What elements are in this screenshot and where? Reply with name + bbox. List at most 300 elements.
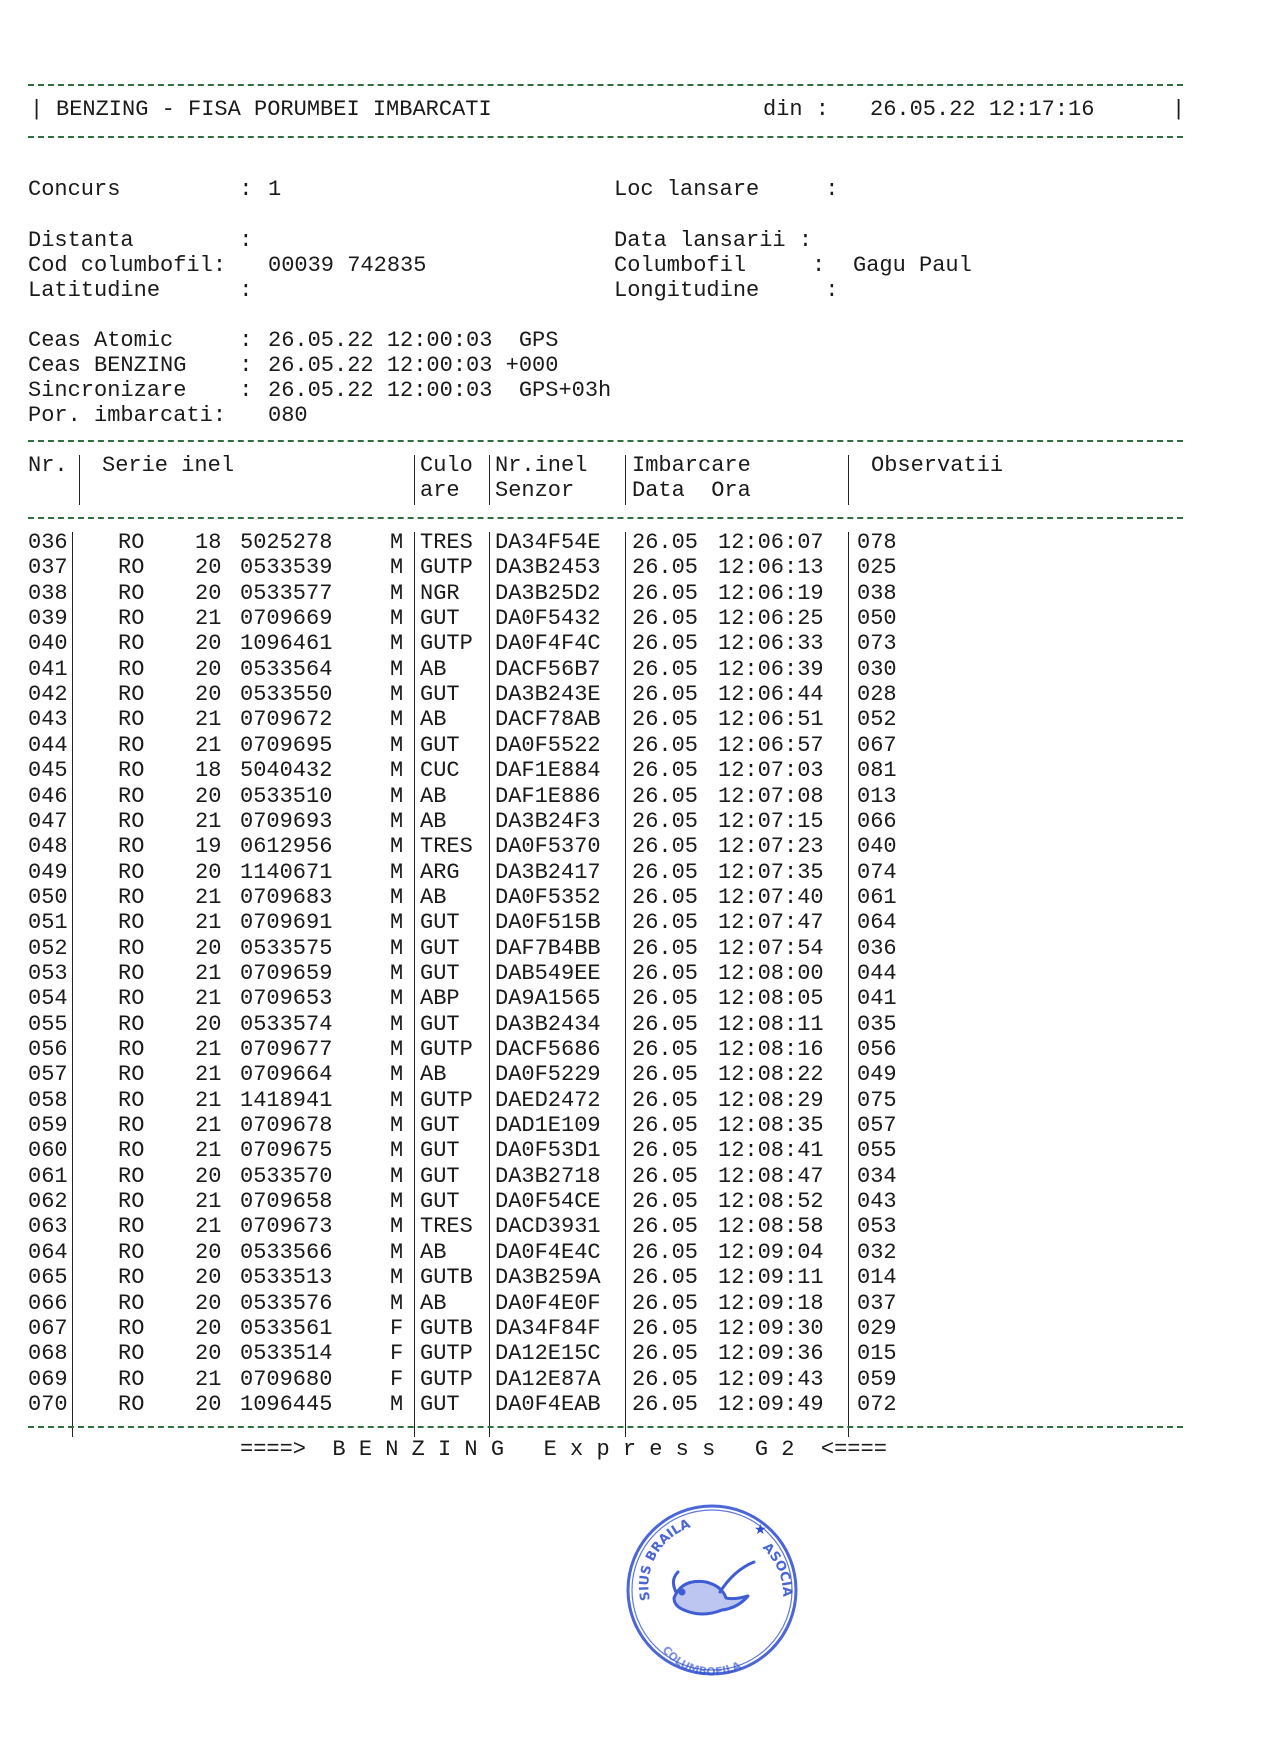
cell-time: 12:08:47 xyxy=(718,1163,824,1189)
cell-observatii: 066 xyxy=(857,808,897,834)
cell-color: GUT xyxy=(420,1138,460,1164)
cell-year: 21 xyxy=(195,606,222,632)
cell-color: GUT xyxy=(420,1189,460,1215)
cell-year: 20 xyxy=(195,682,222,708)
cell-ring-number: 0709669 xyxy=(240,606,333,632)
porumbei-imbarcati-label: Por. imbarcati: xyxy=(28,403,227,428)
cell-observatii: 078 xyxy=(857,530,897,555)
cell-observatii: 013 xyxy=(857,783,897,809)
cell-sex: M xyxy=(390,656,404,682)
cell-date: 26.05 xyxy=(632,986,699,1012)
cell-sensor-ring: DA0F54CE xyxy=(495,1189,601,1215)
cell-nr: 037 xyxy=(28,555,68,581)
svg-text:COLUMBOFILA xyxy=(660,1644,744,1679)
cell-observatii: 043 xyxy=(857,1189,897,1215)
cell-date: 26.05 xyxy=(632,732,699,758)
cell-date: 26.05 xyxy=(632,758,699,784)
col-header-nr-inel: Nr.inel xyxy=(495,453,588,478)
column-divider xyxy=(414,532,415,1437)
table-row xyxy=(0,834,1276,859)
cell-sensor-ring: DA12E15C xyxy=(495,1341,601,1367)
cell-year: 18 xyxy=(195,758,222,784)
cell-ring-number: 1096445 xyxy=(240,1391,333,1417)
cell-observatii: 035 xyxy=(857,1011,897,1037)
cell-country: RO xyxy=(118,1163,145,1189)
cell-color: GUTP xyxy=(420,1087,473,1113)
table-row xyxy=(0,1265,1276,1290)
table-header-dashed-rule xyxy=(28,517,1183,519)
cell-nr: 050 xyxy=(28,884,68,910)
table-row xyxy=(0,1392,1276,1417)
table-row xyxy=(0,758,1276,783)
table-bottom-dashed-rule xyxy=(28,1426,1183,1428)
cell-date: 26.05 xyxy=(632,1391,699,1417)
cell-ring-number: 0533539 xyxy=(240,555,333,581)
cell-year: 20 xyxy=(195,555,222,581)
svg-text:★: ★ xyxy=(754,1522,767,1538)
col-header-culoare-2: are xyxy=(420,478,460,503)
cell-observatii: 029 xyxy=(857,1315,897,1341)
header-right-border: | xyxy=(1172,97,1186,122)
cell-observatii: 064 xyxy=(857,910,897,936)
ceas-benzing-label: Ceas BENZING : xyxy=(28,353,253,378)
cell-date: 26.05 xyxy=(632,960,699,986)
cell-sensor-ring: DAF7B4BB xyxy=(495,935,601,961)
table-row xyxy=(0,1189,1276,1214)
cell-sensor-ring: DACD3931 xyxy=(495,1214,601,1240)
table-row xyxy=(0,961,1276,986)
cell-color: GUT xyxy=(420,960,460,986)
cell-color: ARG xyxy=(420,859,460,885)
cell-date: 26.05 xyxy=(632,555,699,581)
cell-date: 26.05 xyxy=(632,1087,699,1113)
cell-sex: M xyxy=(390,530,404,555)
data-lansarii-label: Data lansarii : xyxy=(614,228,813,253)
cell-nr: 048 xyxy=(28,834,68,860)
cell-country: RO xyxy=(118,555,145,581)
header-divider xyxy=(848,455,849,505)
cell-year: 21 xyxy=(195,732,222,758)
cell-observatii: 056 xyxy=(857,1037,897,1062)
col-header-data-ora: Data Ora xyxy=(632,478,751,503)
table-row xyxy=(0,1214,1276,1239)
table-row xyxy=(0,1164,1276,1189)
cell-time: 12:08:05 xyxy=(718,986,824,1012)
col-header-imbarcare: Imbarcare xyxy=(632,453,751,478)
cell-sex: M xyxy=(390,935,404,961)
cell-observatii: 028 xyxy=(857,682,897,708)
footer-banner: ====> B E N Z I N G E x p r e s s G 2 <==== xyxy=(240,1437,887,1462)
cell-country: RO xyxy=(118,1189,145,1215)
cell-date: 26.05 xyxy=(632,1315,699,1341)
cell-sensor-ring: DA12E87A xyxy=(495,1366,601,1392)
cell-year: 21 xyxy=(195,1214,222,1240)
cell-year: 21 xyxy=(195,1113,222,1139)
cell-nr: 051 xyxy=(28,910,68,936)
cell-ring-number: 0709680 xyxy=(240,1366,333,1392)
cell-ring-number: 0709683 xyxy=(240,884,333,910)
cell-year: 18 xyxy=(195,530,222,555)
cell-date: 26.05 xyxy=(632,1138,699,1164)
cell-sensor-ring: DA3B2718 xyxy=(495,1163,601,1189)
cell-color: TRES xyxy=(420,530,473,555)
cell-year: 21 xyxy=(195,960,222,986)
cell-ring-number: 0709677 xyxy=(240,1037,333,1062)
cell-year: 21 xyxy=(195,910,222,936)
cell-observatii: 049 xyxy=(857,1062,897,1088)
cell-nr: 066 xyxy=(28,1290,68,1316)
cell-time: 12:07:03 xyxy=(718,758,824,784)
cell-nr: 044 xyxy=(28,732,68,758)
cell-date: 26.05 xyxy=(632,859,699,885)
cell-time: 12:09:43 xyxy=(718,1366,824,1392)
cell-sensor-ring: DA3B25D2 xyxy=(495,580,601,606)
cell-date: 26.05 xyxy=(632,606,699,632)
cell-observatii: 036 xyxy=(857,935,897,961)
cell-sex: M xyxy=(390,783,404,809)
cell-country: RO xyxy=(118,732,145,758)
cell-time: 12:07:40 xyxy=(718,884,824,910)
cell-nr: 063 xyxy=(28,1214,68,1240)
cell-sex: M xyxy=(390,834,404,860)
cell-sensor-ring: DA0F4EAB xyxy=(495,1391,601,1417)
cell-year: 19 xyxy=(195,834,222,860)
cell-nr: 062 xyxy=(28,1189,68,1215)
cell-sensor-ring: DA0F5229 xyxy=(495,1062,601,1088)
cell-year: 20 xyxy=(195,783,222,809)
cell-sex: M xyxy=(390,707,404,733)
cell-observatii: 057 xyxy=(857,1113,897,1139)
cell-ring-number: 0533576 xyxy=(240,1290,333,1316)
cell-sensor-ring: DA0F515B xyxy=(495,910,601,936)
cell-country: RO xyxy=(118,834,145,860)
cell-country: RO xyxy=(118,808,145,834)
cell-color: GUTP xyxy=(420,1341,473,1367)
table-row xyxy=(0,1341,1276,1366)
header-divider xyxy=(489,455,490,505)
date-label: din : xyxy=(763,97,830,122)
cell-sensor-ring: DA3B2453 xyxy=(495,555,601,581)
stamp-text-top: SIUS BRAILA xyxy=(637,1516,693,1602)
cell-sensor-ring: DACF56B7 xyxy=(495,656,601,682)
cell-year: 20 xyxy=(195,1265,222,1291)
sincronizare-value: 26.05.22 12:00:03 GPS+03h xyxy=(268,378,612,403)
date-value: 26.05.22 12:17:16 xyxy=(870,97,1095,122)
cell-date: 26.05 xyxy=(632,682,699,708)
cell-sex: M xyxy=(390,1290,404,1316)
cell-color: GUT xyxy=(420,682,460,708)
cell-year: 21 xyxy=(195,1087,222,1113)
ceas-benzing-value: 26.05.22 12:00:03 +000 xyxy=(268,353,559,378)
page-title: BENZING - FISA PORUMBEI IMBARCATI xyxy=(56,97,492,122)
table-row xyxy=(0,910,1276,935)
cell-sex: M xyxy=(390,1265,404,1291)
header-left-border: | xyxy=(30,97,44,122)
cell-date: 26.05 xyxy=(632,656,699,682)
cell-time: 12:08:52 xyxy=(718,1189,824,1215)
cell-date: 26.05 xyxy=(632,1037,699,1062)
table-row xyxy=(0,936,1276,961)
column-divider xyxy=(625,532,626,1437)
cell-sex: M xyxy=(390,631,404,657)
table-row xyxy=(0,1367,1276,1392)
cell-time: 12:06:51 xyxy=(718,707,824,733)
cell-year: 21 xyxy=(195,1062,222,1088)
cell-sex: M xyxy=(390,580,404,606)
cell-sensor-ring: DA0F4E4C xyxy=(495,1239,601,1265)
cell-year: 20 xyxy=(195,1341,222,1367)
cell-time: 12:09:04 xyxy=(718,1239,824,1265)
cell-nr: 055 xyxy=(28,1011,68,1037)
cell-nr: 069 xyxy=(28,1366,68,1392)
cell-ring-number: 0533577 xyxy=(240,580,333,606)
cell-color: GUT xyxy=(420,1011,460,1037)
cell-sensor-ring: DAB549EE xyxy=(495,960,601,986)
cell-year: 21 xyxy=(195,1189,222,1215)
cell-year: 20 xyxy=(195,580,222,606)
cell-time: 12:07:08 xyxy=(718,783,824,809)
cell-observatii: 040 xyxy=(857,834,897,860)
cell-time: 12:08:41 xyxy=(718,1138,824,1164)
association-stamp xyxy=(622,1500,802,1680)
cell-nr: 039 xyxy=(28,606,68,632)
cell-observatii: 014 xyxy=(857,1265,897,1291)
cell-observatii: 030 xyxy=(857,656,897,682)
cell-sensor-ring: DA0F53D1 xyxy=(495,1138,601,1164)
cell-date: 26.05 xyxy=(632,935,699,961)
cell-country: RO xyxy=(118,1037,145,1062)
cell-nr: 052 xyxy=(28,935,68,961)
cell-color: GUT xyxy=(420,732,460,758)
cell-observatii: 037 xyxy=(857,1290,897,1316)
cell-color: GUTB xyxy=(420,1265,473,1291)
cell-year: 20 xyxy=(195,631,222,657)
table-row xyxy=(0,1012,1276,1037)
cell-ring-number: 0709658 xyxy=(240,1189,333,1215)
table-row xyxy=(0,986,1276,1011)
table-row xyxy=(0,860,1276,885)
cell-year: 20 xyxy=(195,1315,222,1341)
cell-date: 26.05 xyxy=(632,1265,699,1291)
cell-date: 26.05 xyxy=(632,707,699,733)
cell-ring-number: 0709659 xyxy=(240,960,333,986)
cell-time: 12:09:30 xyxy=(718,1315,824,1341)
cell-ring-number: 0533570 xyxy=(240,1163,333,1189)
cell-year: 21 xyxy=(195,1037,222,1062)
table-row xyxy=(0,784,1276,809)
cell-sex: M xyxy=(390,1214,404,1240)
table-row xyxy=(0,733,1276,758)
cell-time: 12:06:07 xyxy=(718,530,824,555)
cell-ring-number: 0709672 xyxy=(240,707,333,733)
cell-time: 12:08:11 xyxy=(718,1011,824,1037)
col-header-senzor: Senzor xyxy=(495,478,575,503)
table-row xyxy=(0,555,1276,580)
cell-nr: 042 xyxy=(28,682,68,708)
cell-color: GUT xyxy=(420,606,460,632)
cell-nr: 067 xyxy=(28,1315,68,1341)
cell-ring-number: 1140671 xyxy=(240,859,333,885)
cell-nr: 070 xyxy=(28,1391,68,1417)
cell-color: GUT xyxy=(420,1163,460,1189)
cell-ring-number: 0533514 xyxy=(240,1341,333,1367)
table-row xyxy=(0,885,1276,910)
cell-color: AB xyxy=(420,884,447,910)
cell-ring-number: 5040432 xyxy=(240,758,333,784)
cell-date: 26.05 xyxy=(632,1341,699,1367)
cell-ring-number: 0709691 xyxy=(240,910,333,936)
cell-sex: M xyxy=(390,1391,404,1417)
cell-date: 26.05 xyxy=(632,1163,699,1189)
cell-sensor-ring: DA0F5352 xyxy=(495,884,601,910)
cell-sensor-ring: DA0F5432 xyxy=(495,606,601,632)
cell-sex: M xyxy=(390,808,404,834)
cell-nr: 060 xyxy=(28,1138,68,1164)
cell-color: GUTP xyxy=(420,1037,473,1062)
cell-ring-number: 0709693 xyxy=(240,808,333,834)
cell-nr: 059 xyxy=(28,1113,68,1139)
cell-sex: M xyxy=(390,1087,404,1113)
cell-date: 26.05 xyxy=(632,1214,699,1240)
cell-country: RO xyxy=(118,1214,145,1240)
ceas-atomic-label: Ceas Atomic : xyxy=(28,328,253,353)
cell-observatii: 072 xyxy=(857,1391,897,1417)
cell-sex: M xyxy=(390,1189,404,1215)
table-row xyxy=(0,631,1276,656)
cell-time: 12:08:35 xyxy=(718,1113,824,1139)
cell-date: 26.05 xyxy=(632,580,699,606)
columbofil-value: Gagu Paul xyxy=(853,253,972,278)
cell-sensor-ring: DA0F4F4C xyxy=(495,631,601,657)
cell-sex: M xyxy=(390,606,404,632)
cell-sensor-ring: DA3B2417 xyxy=(495,859,601,885)
table-row xyxy=(0,1113,1276,1138)
cell-sensor-ring: DACF78AB xyxy=(495,707,601,733)
cell-year: 21 xyxy=(195,1366,222,1392)
cell-ring-number: 0612956 xyxy=(240,834,333,860)
cell-sensor-ring: DA0F5370 xyxy=(495,834,601,860)
cell-color: GUT xyxy=(420,910,460,936)
cell-sex: M xyxy=(390,1163,404,1189)
cell-country: RO xyxy=(118,758,145,784)
cell-color: GUTP xyxy=(420,1366,473,1392)
cell-observatii: 050 xyxy=(857,606,897,632)
cell-observatii: 038 xyxy=(857,580,897,606)
cell-ring-number: 0533561 xyxy=(240,1315,333,1341)
cell-date: 26.05 xyxy=(632,808,699,834)
cell-time: 12:07:15 xyxy=(718,808,824,834)
cell-color: TRES xyxy=(420,1214,473,1240)
cell-time: 12:06:57 xyxy=(718,732,824,758)
cell-ring-number: 0533550 xyxy=(240,682,333,708)
cell-observatii: 067 xyxy=(857,732,897,758)
cell-country: RO xyxy=(118,1113,145,1139)
column-divider xyxy=(72,532,73,1437)
cell-observatii: 053 xyxy=(857,1214,897,1240)
cell-country: RO xyxy=(118,935,145,961)
cell-nr: 053 xyxy=(28,960,68,986)
cell-time: 12:08:16 xyxy=(718,1037,824,1062)
cell-date: 26.05 xyxy=(632,884,699,910)
cell-ring-number: 5025278 xyxy=(240,530,333,555)
cell-time: 12:07:54 xyxy=(718,935,824,961)
cell-observatii: 059 xyxy=(857,1366,897,1392)
cell-color: AB xyxy=(420,1290,447,1316)
cell-time: 12:08:22 xyxy=(718,1062,824,1088)
cell-time: 12:08:29 xyxy=(718,1087,824,1113)
cell-ring-number: 0709678 xyxy=(240,1113,333,1139)
cell-sensor-ring: DACF5686 xyxy=(495,1037,601,1062)
cell-country: RO xyxy=(118,656,145,682)
latitudine-label: Latitudine : xyxy=(28,278,253,303)
cell-sex: F xyxy=(390,1315,404,1341)
concurs-label: Concurs : xyxy=(28,177,253,202)
cell-sex: M xyxy=(390,1113,404,1139)
cell-ring-number: 0533513 xyxy=(240,1265,333,1291)
cell-date: 26.05 xyxy=(632,783,699,809)
cell-year: 20 xyxy=(195,1391,222,1417)
pigeon-icon xyxy=(673,1562,754,1614)
cell-date: 26.05 xyxy=(632,1113,699,1139)
cell-color: AB xyxy=(420,1239,447,1265)
cell-nr: 057 xyxy=(28,1062,68,1088)
cell-ring-number: 0533575 xyxy=(240,935,333,961)
cell-sex: F xyxy=(390,1341,404,1367)
cell-date: 26.05 xyxy=(632,910,699,936)
cell-time: 12:09:11 xyxy=(718,1265,824,1291)
cell-color: AB xyxy=(420,707,447,733)
cell-country: RO xyxy=(118,1341,145,1367)
cell-date: 26.05 xyxy=(632,1011,699,1037)
cell-observatii: 061 xyxy=(857,884,897,910)
table-row xyxy=(0,657,1276,682)
column-divider xyxy=(489,532,490,1437)
cell-sex: M xyxy=(390,682,404,708)
cell-observatii: 074 xyxy=(857,859,897,885)
cell-ring-number: 0709664 xyxy=(240,1062,333,1088)
cell-time: 12:06:44 xyxy=(718,682,824,708)
table-row xyxy=(0,1316,1276,1341)
cell-date: 26.05 xyxy=(632,1290,699,1316)
cell-date: 26.05 xyxy=(632,1239,699,1265)
cell-ring-number: 0533510 xyxy=(240,783,333,809)
cell-ring-number: 0709675 xyxy=(240,1138,333,1164)
cell-year: 21 xyxy=(195,986,222,1012)
ceas-atomic-value: 26.05.22 12:00:03 GPS xyxy=(268,328,559,353)
cell-observatii: 055 xyxy=(857,1138,897,1164)
cell-sex: M xyxy=(390,1062,404,1088)
cell-sex: M xyxy=(390,1011,404,1037)
table-row xyxy=(0,1037,1276,1062)
concurs-value: 1 xyxy=(268,177,282,202)
table-row xyxy=(0,809,1276,834)
cell-observatii: 034 xyxy=(857,1163,897,1189)
top-dashed-rule xyxy=(28,84,1183,86)
cell-country: RO xyxy=(118,1315,145,1341)
table-row xyxy=(0,581,1276,606)
table-row xyxy=(0,1062,1276,1087)
cell-country: RO xyxy=(118,910,145,936)
cell-date: 26.05 xyxy=(632,1189,699,1215)
cell-observatii: 032 xyxy=(857,1239,897,1265)
header-divider xyxy=(79,455,80,505)
cell-sensor-ring: DA34F84F xyxy=(495,1315,601,1341)
cell-nr: 065 xyxy=(28,1265,68,1291)
columbofil-label: Columbofil : xyxy=(614,253,826,278)
cell-sex: M xyxy=(390,555,404,581)
table-row xyxy=(0,606,1276,631)
cell-color: GUT xyxy=(420,935,460,961)
